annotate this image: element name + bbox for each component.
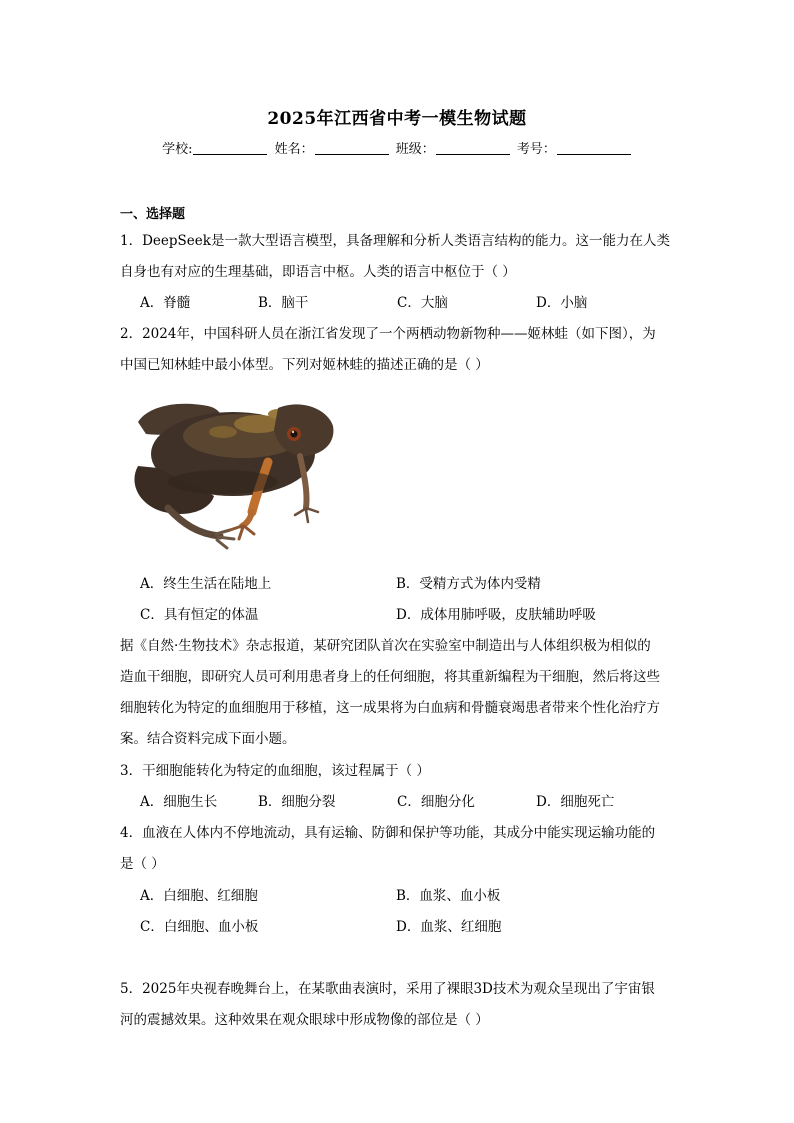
passage-line3: 细胞转化为特定的血细胞用于移植，这一成果将为白血病和骨髓衰竭患者带来个性化治疗方 [120,700,660,716]
page-title: 2025年江西省中考一模生物试题 [267,109,527,129]
q3-option-c: C．细胞分化 [397,794,475,810]
q4-option-b: B．血浆、血小板 [396,888,501,904]
student-info-row [0,138,794,157]
section-heading: 一、选择题 [120,207,186,222]
q2-option-b: B．受精方式为体内受精 [396,576,541,592]
passage-line2: 造血干细胞，即研究人员可利用患者身上的任何细胞，将其重新编程为干细胞，然后将这些 [120,669,660,685]
q3-option-a: A．细胞生长 [140,794,218,810]
q3-line1: 3．干细胞能转化为特定的血细胞，该过程属于（ ） [120,763,430,779]
passage-line1: 据《自然·生物技术》杂志报道，某研究团队首次在实验室中制造出与人体组织极为相似的 [120,638,651,654]
q2-option-a: A．终生生活在陆地上 [140,576,272,592]
q5-line1: 5．2025年央视春晚舞台上，在某歌曲表演时，采用了裸眼3D技术为观众呈现出了宇宙银 [120,981,655,997]
q4-option-d: D．血浆、红细胞 [396,919,502,935]
q2-option-c: C．具有恒定的体温 [140,607,259,623]
q4-line1: 4．血液在人体内不停地流动，具有运输、防御和保护等功能，其成分中能实现运输功能的 [120,825,656,841]
q1-option-d: D．小脑 [536,295,588,311]
name-blank [315,140,389,155]
school-blank [193,140,267,155]
q4-option-a: A．白细胞、红细胞 [140,888,258,904]
name-label: 姓名： [274,142,314,157]
q4-option-c: C．白细胞、血小板 [140,919,259,935]
q2-line2: 中国已知林蛙中最小体型。下列对姬林蛙的描述正确的是（ ） [120,357,489,373]
school-label: 学校: [162,142,193,157]
passage-line4: 案。结合资料完成下面小题。 [120,731,296,747]
class-blank [436,140,510,155]
q2-line1: 2．2024年，中国科研人员在浙江省发现了一个两栖动物新物种——姬林蛙（如下图），为 [120,326,656,342]
number-label: 考号： [516,142,556,157]
q1-option-c: C．大脑 [397,295,448,311]
q5-line2: 河的震撼效果。这种效果在观众眼球中形成物像的部位是（ ） [120,1012,489,1028]
frog-image [128,384,338,550]
number-blank [557,140,631,155]
q2-option-d: D．成体用肺呼吸，皮肤辅助呼吸 [396,607,596,623]
q3-option-d: D．细胞死亡 [536,794,615,810]
q3-option-b: B．细胞分裂 [258,794,336,810]
q4-line2: 是（ ） [120,856,165,872]
q1-line1: 1．DeepSeek是一款大型语言模型，具备理解和分析人类语言结构的能力。这一能力在人类 [120,233,670,249]
q1-line2: 自身也有对应的生理基础，即语言中枢。人类的语言中枢位于（ ） [120,264,516,280]
q1-option-a: A．脊髓 [140,295,191,311]
q1-option-b: B．脑干 [258,295,309,311]
class-label: 班级： [395,142,435,157]
